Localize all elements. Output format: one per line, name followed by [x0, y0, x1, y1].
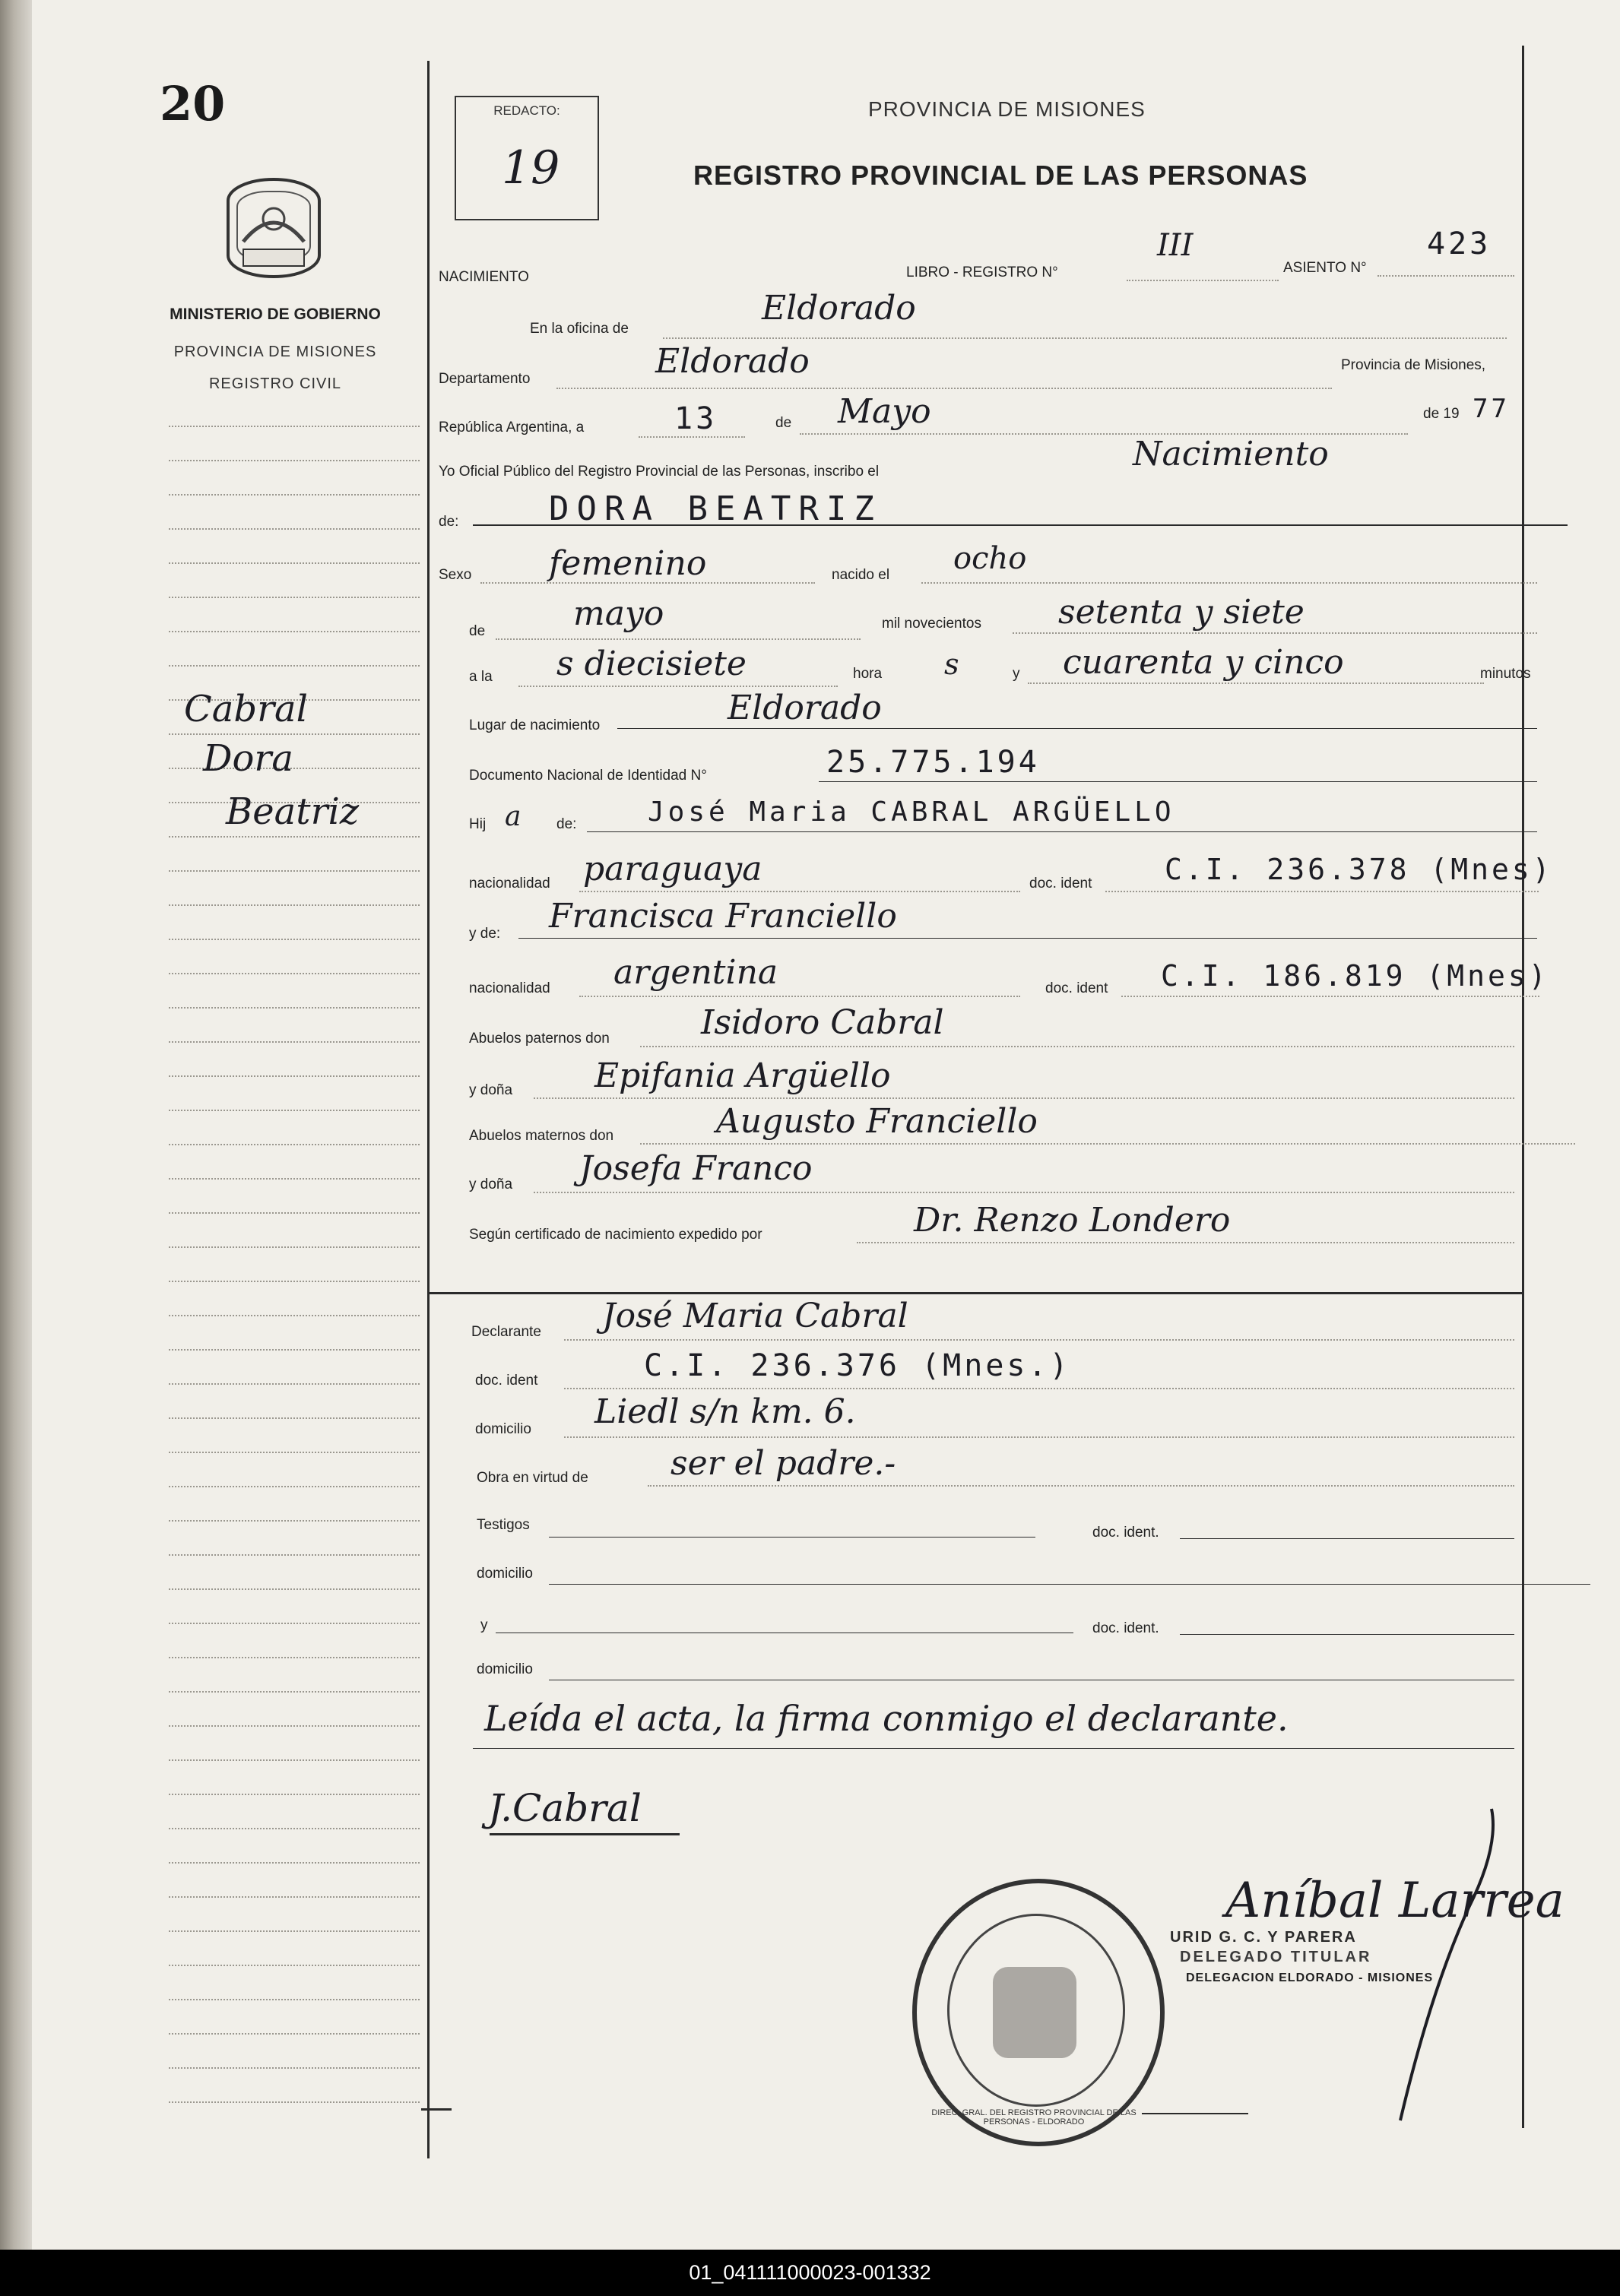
declarante-label: Declarante: [471, 1324, 541, 1340]
margin-note-surname: Cabral: [184, 688, 308, 730]
hora-label: hora: [853, 666, 883, 682]
testigos-domicilio-label: domicilio: [477, 1566, 533, 1582]
sexo-value: femenino: [549, 544, 707, 583]
testigos-doc-label: doc. ident.: [1092, 1525, 1159, 1541]
decl-doc-value: C.I. 236.376 (Mnes.): [644, 1348, 1071, 1383]
libro-label: LIBRO - REGISTRO N°: [906, 264, 1058, 280]
testigos-line: [549, 1537, 1035, 1538]
round-stamp-emblem: [993, 1967, 1076, 2058]
closing-text: Leída el acta, la firma conmigo el declarante.: [484, 1698, 1289, 1739]
hora-value: s diecisiete: [556, 644, 747, 683]
obra-label: Obra en virtud de: [477, 1470, 588, 1486]
testigos-label: Testigos: [477, 1517, 530, 1533]
redacto-label: REDACTO:: [493, 103, 560, 118]
nacido-value: ocho: [953, 541, 1027, 576]
margin-note-name1: Dora: [203, 737, 293, 780]
redacto-box: [455, 96, 599, 220]
y-label: y: [1013, 666, 1020, 682]
section-divider: [427, 1292, 1522, 1294]
month-value: Mayo: [838, 392, 931, 431]
province-seal-icon: [220, 166, 327, 287]
oficina-label: En la oficina de: [530, 321, 629, 337]
ab-pat-value: Isidoro Cabral: [701, 1003, 944, 1042]
departamento-label: Departamento: [439, 371, 531, 387]
lugar-label: Lugar de nacimiento: [469, 717, 601, 733]
mil-value: setenta y siete: [1058, 593, 1305, 632]
minutos-value: cuarenta y cinco: [1063, 643, 1344, 682]
official-signature: Aníbal Larrea: [1225, 1873, 1565, 1929]
madre-value: Francisca Franciello: [549, 897, 897, 936]
name-de-label: de:: [439, 514, 459, 530]
lugar-value: Eldorado: [728, 689, 882, 727]
decl-domicilio-value: Liedl s/n km. 6.: [594, 1392, 856, 1431]
ab-mat-label: Abuelos maternos don: [469, 1128, 614, 1144]
closing-line: [473, 1748, 1514, 1749]
header-province: PROVINCIA DE MISIONES: [868, 97, 1146, 121]
redacto-value: 19: [502, 141, 560, 195]
year-value: 77: [1473, 394, 1510, 424]
day-value: 13: [674, 401, 718, 436]
page-edge: [0, 0, 32, 2250]
dni-label: Documento Nacional de Identidad N°: [469, 768, 707, 784]
nac-madre-label: nacionalidad: [469, 980, 550, 996]
nacimiento-label: NACIMIENTO: [439, 269, 529, 285]
padre-line: [587, 831, 1537, 832]
asiento-value: 423: [1427, 226, 1492, 261]
round-stamp-text: DIREC. GRAL. DEL REGISTRO PROVINCIAL DE LAS PERSONAS - ELDORADO: [931, 2108, 1137, 2127]
declarante-value: José Maria Cabral: [602, 1297, 908, 1335]
declarant-signature-line: [490, 1833, 680, 1835]
asiento-label: ASIENTO N°: [1283, 260, 1367, 276]
hora-sep: s: [944, 648, 959, 681]
mes-value: mayo: [573, 594, 664, 633]
doc-madre-value: C.I. 186.819 (Mnes): [1161, 959, 1549, 993]
margin-note-name2: Beatriz: [226, 790, 360, 833]
oficina-value: Eldorado: [762, 289, 916, 328]
testigo2-doc-line: [1180, 1634, 1514, 1635]
provincia-label: Provincia de Misiones,: [1341, 357, 1486, 373]
hij-value: a: [505, 801, 522, 832]
testigo2-y-label: y: [480, 1617, 488, 1633]
dni-line: [819, 781, 1537, 782]
testigos-domicilio-line: [549, 1584, 1590, 1585]
obra-value: ser el padre.-: [671, 1444, 896, 1483]
ab-pat-dona-label: y doña: [469, 1082, 513, 1098]
official-stamp-line3: DELEGACION ELDORADO - MISIONES: [1186, 1971, 1434, 1984]
header-title: REGISTRO PROVINCIAL DE LAS PERSONAS: [693, 160, 1308, 191]
page-number: 20: [160, 76, 226, 131]
segun-value: Dr. Renzo Londero: [914, 1201, 1231, 1240]
sexo-label: Sexo: [439, 567, 472, 583]
registry-round-stamp: [912, 1879, 1165, 2146]
register-page: [32, 0, 1620, 2250]
province-label: PROVINCIA DE MISIONES: [173, 344, 377, 360]
ministry-label: MINISTERIO DE GOBIERNO: [170, 306, 381, 323]
year-label: de 19: [1423, 406, 1460, 422]
testigo2-doc-label: doc. ident.: [1092, 1620, 1159, 1636]
ab-pat-dona-value: Epifania Argüello: [594, 1056, 891, 1095]
ab-pat-label: Abuelos paternos don: [469, 1031, 610, 1047]
ab-mat-dona-value: Josefa Franco: [579, 1149, 813, 1188]
padre-value: José Maria CABRAL ARGÜELLO: [648, 796, 1175, 828]
doc-padre-label: doc. ident: [1029, 876, 1092, 891]
frame-right-line: [1522, 46, 1524, 2128]
declarant-signature: J.Cabral: [488, 1786, 642, 1830]
yde-label: y de:: [469, 926, 501, 942]
mes-de-label: de: [469, 623, 486, 639]
testigo2-domicilio-label: domicilio: [477, 1661, 533, 1677]
testigos-doc-line: [1180, 1538, 1514, 1539]
nac-padre-value: paraguaya: [583, 850, 762, 888]
dni-value: 25.775.194: [826, 745, 1040, 780]
frame-left-line: [427, 61, 430, 2158]
departamento-value: Eldorado: [655, 342, 810, 381]
hij-label: Hij: [469, 816, 487, 832]
oficial-value: Nacimiento: [1133, 435, 1329, 473]
decl-domicilio-label: domicilio: [475, 1421, 531, 1437]
doc-madre-label: doc. ident: [1045, 980, 1108, 996]
oficial-label: Yo Oficial Público del Registro Provincial de las Personas, inscribo el: [439, 464, 880, 480]
mil-label: mil novecientos: [882, 616, 981, 632]
ab-mat-dona-label: y doña: [469, 1177, 513, 1192]
decl-doc-label: doc. ident: [475, 1373, 538, 1389]
nac-madre-value: argentina: [613, 953, 778, 992]
ab-mat-value: Augusto Franciello: [716, 1102, 1038, 1141]
hij-de-label: de:: [556, 816, 577, 832]
segun-label: Según certificado de nacimiento expedido por: [469, 1227, 762, 1243]
name-value: DORA BEATRIZ: [549, 489, 882, 528]
official-signature-stroke: [1385, 1801, 1507, 2128]
official-stamp-line1: URID G. C. Y PARERA: [1170, 1929, 1357, 1946]
bottom-mark-right: [1142, 2113, 1248, 2114]
bottom-mark-left: [421, 2108, 452, 2111]
footer-image-id: 01_041111000023-001332: [0, 2250, 1620, 2296]
day-de-label: de: [775, 415, 792, 431]
ala-label: a la: [469, 669, 493, 685]
libro-value: III: [1157, 228, 1194, 263]
registry-label: REGISTRO CIVIL: [208, 375, 342, 392]
lugar-line: [617, 728, 1537, 729]
official-stamp-line2: DELEGADO TITULAR: [1180, 1949, 1372, 1965]
nacido-label: nacido el: [832, 567, 890, 583]
republica-label: República Argentina, a: [439, 420, 585, 435]
madre-line: [518, 938, 1537, 939]
nac-padre-label: nacionalidad: [469, 876, 550, 891]
minutos-label: minutos: [1480, 666, 1531, 682]
doc-padre-value: C.I. 236.378 (Mnes): [1165, 853, 1553, 886]
